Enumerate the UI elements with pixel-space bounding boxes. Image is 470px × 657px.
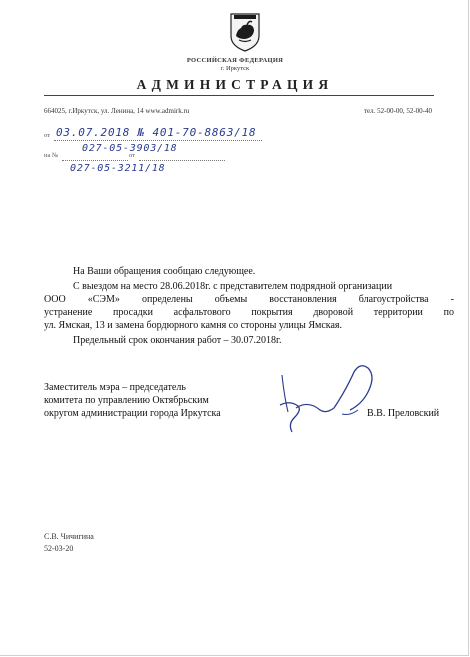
body-line-2: ООО «СЭМ» определены объемы восстановления благоустройства - xyxy=(44,294,454,305)
ref-line-2 xyxy=(139,160,225,161)
country-name: РОССИЙСКАЯ ФЕДЕРАЦИЯ xyxy=(186,57,284,64)
city-name: г. Иркутск xyxy=(220,65,250,72)
signer-position-line-1: Заместитель мэра – председатель xyxy=(44,382,186,393)
document-title: АДМИНИСТРАЦИЯ xyxy=(136,77,334,92)
ref-from-label: от xyxy=(129,152,136,159)
signer-position-line-3: округом администрации города Иркутска xyxy=(44,408,221,419)
reference-number-2: 027-05-3211/18 xyxy=(70,163,166,174)
outgoing-number: 03.07.2018 № 401-70-8863/18 xyxy=(56,126,257,139)
contact-phones: тел. 52-00-00, 52-00-40 xyxy=(364,107,432,115)
coat-of-arms-icon xyxy=(229,12,261,52)
body-line-1: С выездом на место 28.06.2018г. с представителем подрядной организации xyxy=(73,281,393,292)
body-paragraph-intro: На Ваши обращения сообщаю следующее. xyxy=(73,266,256,277)
from-line xyxy=(54,140,262,141)
handwritten-signature xyxy=(268,360,388,440)
contact-address: 664025, г.Иркутск, ул. Ленина, 14 www.admirk.ru xyxy=(44,107,190,115)
executor-phone: 52-03-20 xyxy=(44,544,74,553)
ref-label: на № xyxy=(44,152,59,159)
body-line-3: устранение просадки асфальтового покрытия дворовой территории по xyxy=(44,307,454,318)
executor-name: С.В. Чичигина xyxy=(44,532,94,541)
ref-line-1 xyxy=(62,160,128,161)
from-label: от xyxy=(44,132,51,139)
body-line-4: ул. Ямская, 13 и замена бордюрного камня со стороны улицы Ямская. xyxy=(44,320,343,331)
signer-name: В.В. Преловский xyxy=(367,408,440,419)
signer-position-line-2: комитета по управлению Октябрьским xyxy=(44,395,209,406)
body-deadline: Предельный срок окончания работ – 30.07.2018г. xyxy=(73,335,282,346)
header-divider xyxy=(44,95,434,96)
reference-number-1: 027-05-3903/18 xyxy=(82,143,178,154)
